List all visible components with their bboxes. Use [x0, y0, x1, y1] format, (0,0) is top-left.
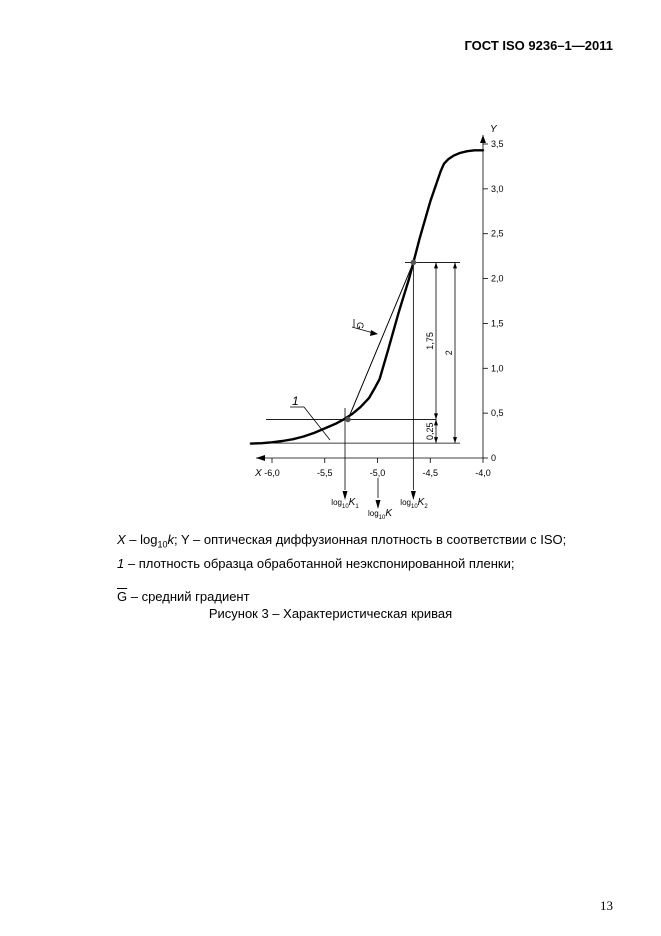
arrow-log-k [376, 500, 381, 509]
chart-axes [256, 135, 486, 461]
legend-line-axes [117, 532, 566, 553]
x-tick-label: -6,0 [264, 468, 280, 478]
x-tick-label: -5,0 [369, 468, 386, 478]
y-tick-label: 0 [491, 453, 497, 463]
y-tick-label: 0,5 [491, 408, 504, 419]
annotation-g: G [355, 322, 365, 330]
characteristic-curve [251, 150, 483, 443]
x-tick-label: -4,5 [422, 468, 439, 478]
figure-caption: Рисунок 3 – Характеристическая кривая [208, 606, 453, 621]
legend-g-symbol: $\overline{G}$ [117, 589, 128, 604]
point-k2 [411, 260, 417, 266]
legend-density-text: – плотность образца обработанной неэкспонированной пленки; [124, 556, 515, 571]
point-k1 [345, 417, 351, 423]
marker-log10-k1: $\log_{10}K_1$ [331, 497, 359, 510]
dimension-0-25-label: 0,25 [425, 422, 435, 441]
chart-dimensions [425, 262, 457, 443]
y-axis-arrow [480, 135, 486, 143]
marker-log10-k: $\log_{10}K$ [367, 508, 393, 521]
dimension-1-75-label: 1,75 [425, 332, 435, 350]
y-tick-label: 3,5 [491, 139, 504, 149]
y-axis-label: Y [490, 124, 497, 135]
x-axis-arrow [256, 455, 265, 461]
y-tick-label: 1,0 [491, 363, 504, 374]
dimension-1-75-arrow-top [434, 262, 438, 268]
legend-x-symbol: X [117, 532, 126, 547]
legend-dash: – [125, 532, 141, 547]
y-tick-label: 1,5 [491, 318, 504, 329]
legend-line-density [117, 556, 514, 572]
legend-log: log [140, 532, 158, 547]
dimension-2-arrow-bottom [453, 437, 457, 443]
legend-axes-text: ; Y – оптическая диффузионная плотность в соответствии с ISO; [174, 532, 567, 547]
legend-number-one: 1 [117, 556, 125, 571]
legend-gradient-text: – средний градиент [127, 589, 250, 604]
y-tick-label: 2,5 [491, 228, 504, 239]
chart-plot [251, 150, 483, 443]
dimension-1-75-arrow-bottom [434, 413, 438, 419]
marker-log10-k2: $\log_{10}K_2$ [400, 497, 428, 510]
x-tick-label: -5,5 [316, 468, 333, 478]
dimension-2-label: 2 [444, 350, 454, 356]
chart-ticks [264, 139, 503, 478]
annotation-g-arrow [370, 330, 378, 336]
page-number: 13 [600, 898, 613, 913]
legend-k: k [167, 532, 175, 547]
chart-labels [254, 124, 498, 521]
arrow-log-k2 [411, 491, 416, 500]
legend-line-gradient [117, 589, 250, 605]
average-gradient-line [348, 262, 413, 419]
document-id: ГОСТ ISO 9236–1—2011 [464, 38, 613, 53]
y-tick-label: 3,0 [491, 183, 504, 194]
dimension-2-arrow-top [453, 262, 457, 268]
x-tick-label: -4,0 [475, 468, 491, 478]
legend-log-base: 10 [157, 539, 168, 550]
x-axis-label: X [255, 468, 262, 479]
annotation-one: 1 [292, 394, 299, 408]
arrow-log-k1 [343, 491, 348, 500]
y-tick-label: 2,0 [491, 273, 504, 284]
